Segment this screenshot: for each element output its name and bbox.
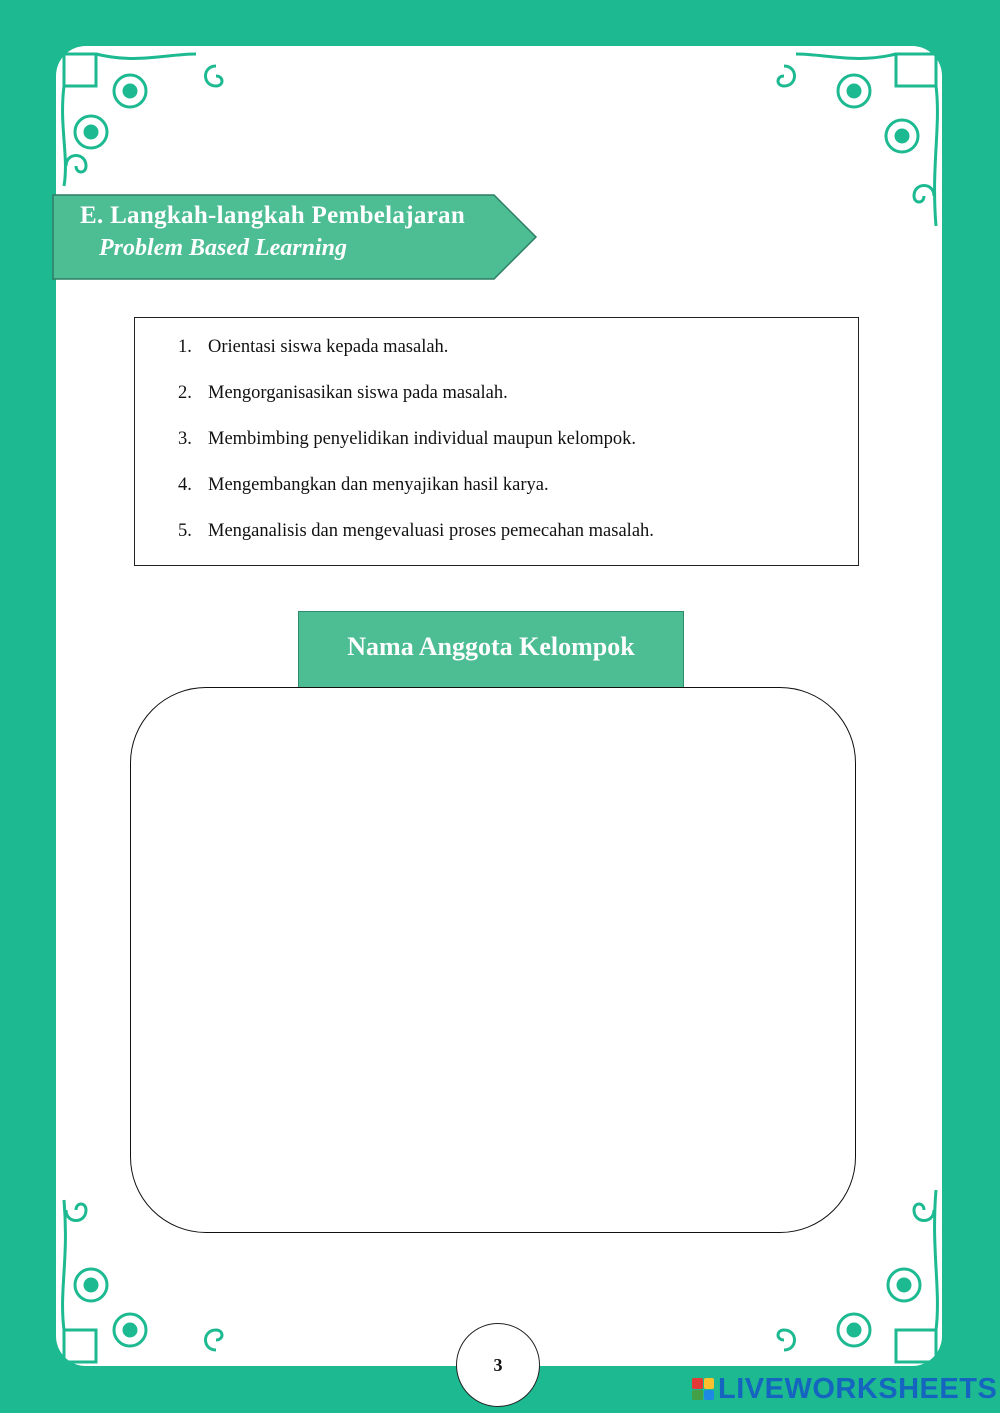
step-item bbox=[178, 429, 636, 450]
group-members-tab bbox=[298, 611, 684, 689]
page-number: 3 bbox=[493, 1354, 503, 1375]
step-text: Orientasi siswa kepada masalah. bbox=[208, 337, 449, 357]
step-text: Menganalisis dan mengevaluasi proses pemecahan masalah. bbox=[208, 521, 654, 541]
liveworksheets-logo-icon bbox=[692, 1378, 714, 1400]
group-members-input-box[interactable] bbox=[130, 687, 856, 1233]
step-item bbox=[178, 337, 448, 358]
step-number: 5. bbox=[178, 521, 192, 541]
step-item bbox=[178, 383, 508, 404]
page-number-badge bbox=[456, 1323, 540, 1407]
step-number: 3. bbox=[178, 429, 192, 449]
step-number: 1. bbox=[178, 337, 192, 357]
section-banner bbox=[52, 194, 538, 280]
step-text: Mengorganisasikan siswa pada masalah. bbox=[208, 383, 508, 403]
step-text: Mengembangkan dan menyajikan hasil karya. bbox=[208, 475, 549, 495]
liveworksheets-logo bbox=[692, 1372, 997, 1406]
section-subtitle: Problem Based Learning bbox=[99, 235, 348, 261]
step-item bbox=[178, 521, 654, 542]
step-item bbox=[178, 475, 549, 496]
liveworksheets-brand-text: LIVEWORKSHEETS bbox=[718, 1372, 998, 1405]
step-number: 4. bbox=[178, 475, 192, 495]
group-members-label: Nama Anggota Kelompok bbox=[347, 632, 635, 661]
step-number: 2. bbox=[178, 383, 192, 403]
step-text: Membimbing penyelidikan individual maupun kelompok. bbox=[208, 429, 637, 449]
section-title: E. Langkah-langkah Pembelajaran bbox=[80, 202, 466, 229]
top-right-ornament bbox=[684, 46, 944, 246]
steps-box bbox=[134, 317, 859, 566]
